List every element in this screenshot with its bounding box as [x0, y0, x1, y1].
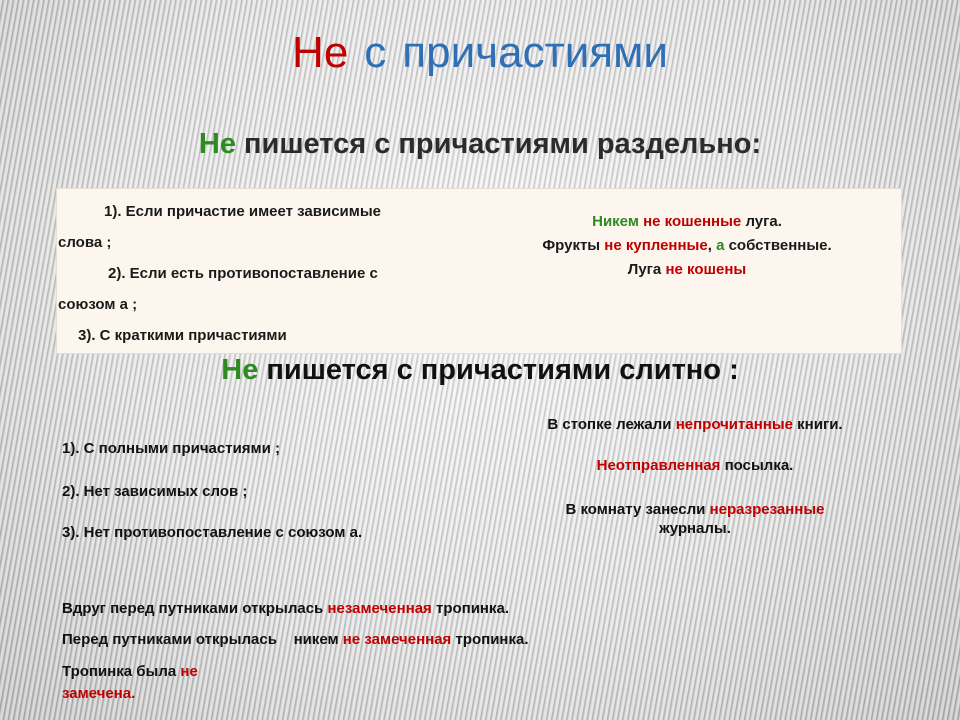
- join-ex3-a: В комнату занесли: [565, 501, 706, 518]
- joined-heading-text: пишется с причастиями слитно :: [266, 354, 739, 386]
- bottom-ex1-a: Вдруг перед путниками открылась: [62, 600, 324, 617]
- join-ex1-c: книги.: [797, 416, 843, 433]
- sep-ex1-a: Никем: [592, 213, 639, 230]
- join-ex3-c: журналы.: [659, 520, 731, 537]
- sep-ex2-b: не купленные: [604, 237, 708, 254]
- join-ex2-a: Неотправленная: [596, 457, 721, 474]
- title-s: с: [364, 28, 387, 77]
- bottom-ex1-c: тропинка.: [435, 600, 509, 617]
- bottom-ex2-a: Перед путниками открылась никем: [62, 631, 339, 648]
- title-prichastiyami: причастиями: [402, 28, 668, 77]
- sep-ex2-c: ,: [707, 237, 712, 254]
- slide-title: [0, 28, 960, 78]
- separate-rule-1a: 1). Если причастие имеет зависимые: [104, 203, 382, 220]
- separate-example-3: [482, 258, 892, 282]
- join-ex2-b: посылка.: [724, 457, 794, 474]
- bottom-ex3-a: Тропинка была: [62, 663, 177, 680]
- sep-ex2-a: Фрукты: [542, 237, 601, 254]
- sep-ex1-b: не кошенные: [643, 213, 742, 230]
- separate-example-1: [482, 210, 892, 234]
- joined-heading: [0, 354, 960, 387]
- bottom-ex1-b: незамеченная: [327, 600, 432, 617]
- separate-rule-1b: слова ;: [58, 234, 112, 251]
- separate-heading: [0, 128, 960, 161]
- joined-example-1: [470, 416, 920, 433]
- sep-ex1-c: луга.: [745, 213, 782, 230]
- bottom-example-2: [62, 631, 529, 648]
- bottom-ex3-c: замечена.: [62, 685, 136, 702]
- joined-rule-1: 1). С полными причастиями ;: [62, 440, 281, 457]
- join-ex1-a: В стопке лежали: [547, 416, 672, 433]
- bottom-ex2-c: тропинка.: [455, 631, 529, 648]
- bottom-ex3-b: не: [180, 663, 198, 680]
- bottom-example-1: [62, 600, 509, 617]
- joined-example-3: [510, 500, 880, 538]
- sep-ex3-b: не кошены: [665, 261, 747, 278]
- joined-heading-ne: Не: [221, 354, 259, 386]
- bottom-example-3: [62, 661, 198, 705]
- sep-ex3-a: Луга: [627, 261, 662, 278]
- bottom-ex2-b: не замеченная: [342, 631, 452, 648]
- sep-ex2-e: собственные.: [728, 237, 832, 254]
- separate-example-2: [482, 234, 892, 258]
- separate-heading-text: пишется с причастиями раздельно:: [244, 128, 762, 160]
- title-ne: Не: [292, 28, 349, 77]
- joined-rule-3: 3). Нет противопоставление с союзом а.: [62, 524, 363, 541]
- sep-ex2-d: а: [716, 237, 725, 254]
- separate-rule-2b: союзом а ;: [58, 296, 138, 313]
- separate-rule-2a: 2). Если есть противопоставление с: [108, 265, 378, 282]
- join-ex1-b: непрочитанные: [675, 416, 793, 433]
- joined-rule-2: 2). Нет зависимых слов ;: [62, 483, 248, 500]
- joined-example-2: [470, 457, 920, 474]
- separate-heading-ne: Не: [198, 128, 236, 160]
- separate-rules-list: [58, 196, 473, 351]
- separate-examples: [482, 210, 892, 282]
- separate-rule-3: 3). С краткими причастиями: [78, 327, 287, 344]
- join-ex3-b: неразрезанные: [709, 501, 825, 518]
